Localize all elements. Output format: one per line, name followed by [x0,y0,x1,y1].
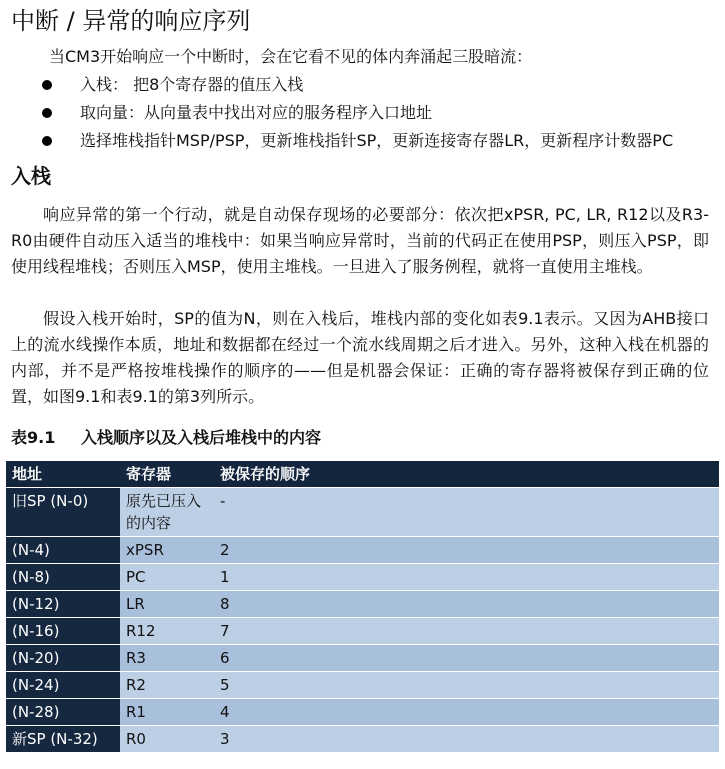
cell-register: R12 [120,618,214,645]
cell-order: 8 [214,591,719,618]
bullet-text: 选择堆栈指针MSP/PSP，更新堆栈指针SP，更新连接寄存器LR，更新程序计数器PC [80,131,674,150]
table-row [6,672,719,699]
table-caption-text: 入栈顺序以及入栈后堆栈中的内容 [81,428,322,447]
table-caption-number: 表9.1 [11,428,56,447]
cell-address: (N-24) [6,672,120,699]
cell-address: (N-4) [6,537,120,564]
cell-order: 7 [214,618,719,645]
table-row [6,726,719,753]
cell-address: 新SP (N-32) [6,726,120,753]
table-row [6,645,719,672]
table-caption [11,427,321,449]
cell-order: 3 [214,726,719,753]
bullet-text: 取向量：从向量表中找出对应的服务程序入口地址 [80,103,433,122]
cell-order: 6 [214,645,719,672]
cell-order: 2 [214,537,719,564]
cell-register: LR [120,591,214,618]
cell-order: 1 [214,564,719,591]
cell-register: R3 [120,645,214,672]
bullet-icon [42,80,52,90]
bullet-text: 入栈： 把8个寄存器的值压入栈 [80,75,304,94]
table-header-row [6,461,719,488]
cell-address: (N-28) [6,699,120,726]
cell-register: R1 [120,699,214,726]
table-row [6,618,719,645]
cell-register: xPSR [120,537,214,564]
bullet-icon [42,108,52,118]
cell-register: PC [120,564,214,591]
page-title: 中断 / 异常的响应序列 [11,7,251,35]
table-row [6,699,719,726]
table-row [6,488,719,537]
table-row [6,591,719,618]
cell-register: R0 [120,726,214,753]
cell-register: R2 [120,672,214,699]
cell-address: 旧SP (N-0) [6,488,120,537]
bullet-icon [42,136,52,146]
paragraph-1: 响应异常的第一个行动，就是自动保存现场的必要部分：依次把xPSR, PC, LR, R12以及R3-R0由硬件自动压入适当的堆栈中：如果当响应异常时，当前的代码正在使用PSP，则压入PSP，即使用线程堆栈；否则压入MSP，使用主堆栈。一旦进入了服务例程，就将一直使用主堆栈。 [11,205,709,276]
cell-order: 4 [214,699,719,726]
table-row [6,537,719,564]
cell-address: (N-16) [6,618,120,645]
cell-order: 5 [214,672,719,699]
table-row [6,564,719,591]
stack-table [6,461,719,753]
cell-register: 原先已压入的内容 [120,488,214,537]
header-order: 被保存的顺序 [214,461,719,488]
section-title: 入栈 [11,164,51,188]
intro-text: 当CM3开始响应一个中断时，会在它看不见的体内奔涌起三股暗流： [49,47,533,66]
cell-address: (N-8) [6,564,120,591]
cell-address: (N-20) [6,645,120,672]
cell-order: - [214,488,719,537]
paragraph-2: 假设入栈开始时，SP的值为N，则在入栈后，堆栈内部的变化如表9.1表示。又因为AHB接口上的流水线操作本质，地址和数据都在经过一个流水线周期之后才进入。另外，这种入栈在机器的内部，并不是严格按堆栈操作的顺序的——但是机器会保证：正确的寄存器将被保存到正确的位置，如图9.1和表9.1的第3列所示。 [11,309,709,406]
header-register: 寄存器 [120,461,214,488]
header-address: 地址 [6,461,120,488]
cell-address: (N-12) [6,591,120,618]
